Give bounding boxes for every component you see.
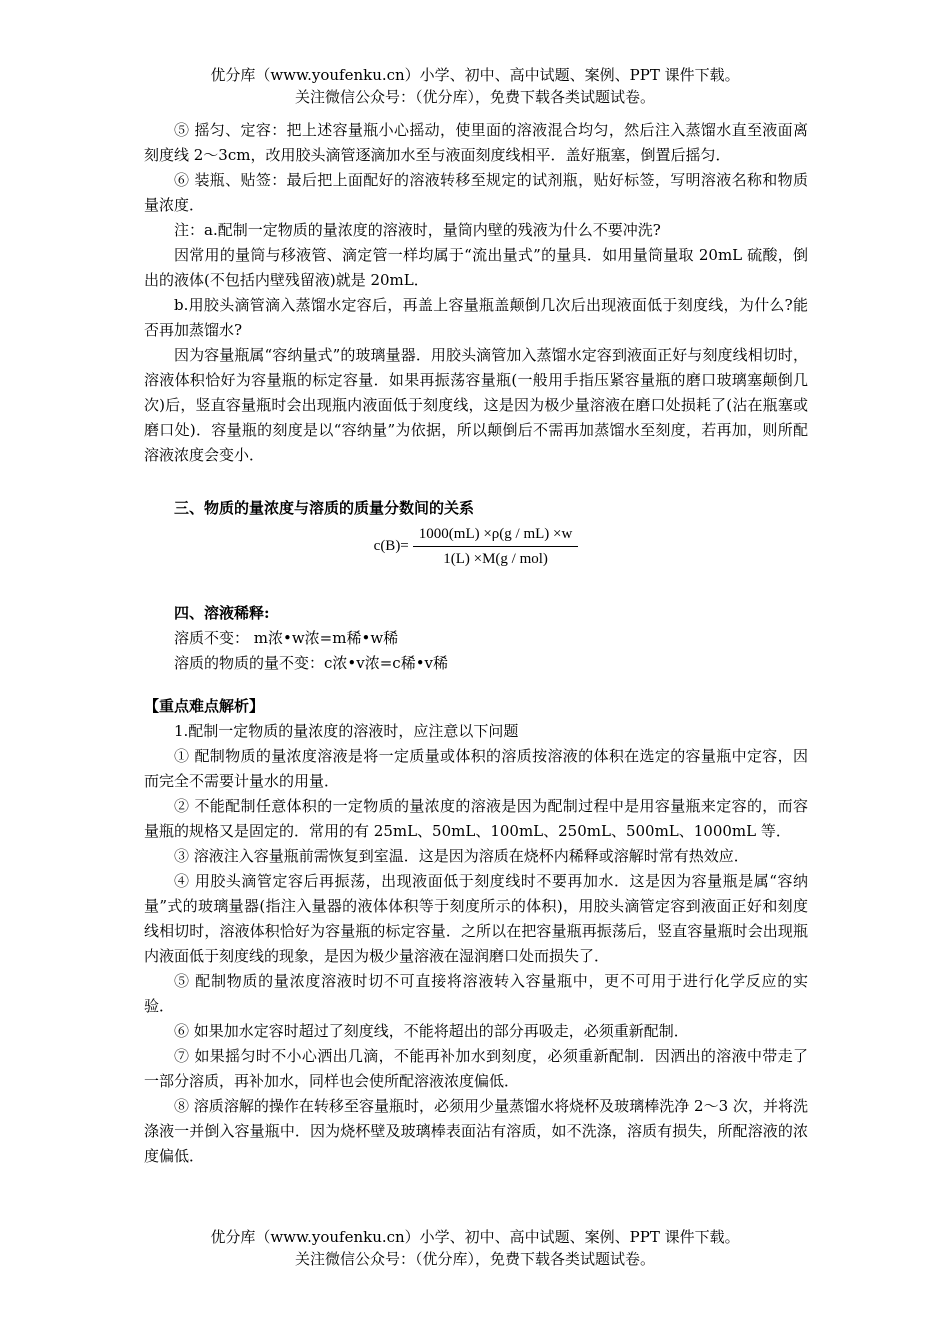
formula-fraction xyxy=(413,524,579,569)
keypoint-item: ③ 溶液注入容量瓶前需恢复到室温．这是因为溶质在烧杯内稀释或溶解时常有热效应． xyxy=(174,847,749,865)
formula-denominator: 1(L) ×M(g / mol) xyxy=(443,550,548,567)
keypoints-title: 【重点难点解析】 xyxy=(144,697,265,715)
section-4-title: 四、溶液稀释: xyxy=(174,604,270,622)
footer-line-2: 关注微信公众号：（优分库），免费下载各类试题试卷。 xyxy=(294,1250,655,1268)
paragraph-shake-and-fix-volume: ⑤ 摇匀、定容：把上述容量瓶小心摇动，使里面的溶液混合均匀，然后注入蒸馏水直至液面离刻度线 2～3cm，改用胶头滴管逐滴加水至与液面刻度线相平．盖好瓶塞，倒置后摇匀． xyxy=(144,121,808,164)
paragraph-note-a: 注：a.配制一定物质的量浓度的溶液时，量筒内壁的残液为什么不要冲洗? xyxy=(174,221,661,239)
keypoint-item: ① 配制物质的量浓度溶液是将一定质量或体积的溶质按溶液的体积在选定的容量瓶中定容，因而完全不需要计量水的用量． xyxy=(144,747,808,790)
header-line-2: 关注微信公众号：（优分库），免费下载各类试题试卷。 xyxy=(294,88,655,106)
footer-line-1: 优分库（www.youfenku.cn）小学、初中、高中试题、案例、PPT 课件下载。 xyxy=(210,1228,740,1246)
document-body xyxy=(144,118,808,1169)
paragraph-note-b: b.用胶头滴管滴入蒸馏水定容后，再盖上容量瓶盖颠倒几次后出现液面低于刻度线，为什么?能否再加蒸馏水? xyxy=(144,296,808,339)
page-header xyxy=(0,64,950,108)
paragraph-note-b-answer: 因为容量瓶属“容纳量式”的玻璃量器．用胶头滴管加入蒸馏水定容到液面正好与刻度线相切时，溶液体积恰好为容量瓶的标定容量．如果再振荡容量瓶(一般用手指压紧容量瓶的磨口玻璃塞颠倒几次)后，竖直容量瓶时会出现瓶内液面低于刻度线，这是因为极少量溶液在磨口处损耗了(沾在瓶塞或磨口处)．容量瓶的刻度是以“容纳量”为依据，所以颠倒后不需再加蒸馏水至刻度，若再加，则所配溶液浓度会变小． xyxy=(144,346,808,464)
paragraph-note-a-answer: 因常用的量筒与移液管、滴定管一样均属于“流出量式”的量具．如用量筒量取 20mL 硫酸，倒出的液体(不包括内壁残留液)就是 20mL． xyxy=(144,246,808,289)
keypoint-item: ② 不能配制任意体积的一定物质的量浓度的溶液是因为配制过程中是用容量瓶来定容的，而容量瓶的规格又是固定的．常用的有 25mL、50mL、100mL、250mL、500mL、1000mL 等． xyxy=(144,797,808,840)
page-footer xyxy=(0,1226,950,1270)
keypoint-item: ⑤ 配制物质的量浓度溶液时切不可直接将溶液转入容量瓶中，更不可用于进行化学反应的实验． xyxy=(144,972,808,1015)
keypoint-item: ⑥ 如果加水定容时超过了刻度线，不能将超出的部分再吸走，必须重新配制． xyxy=(174,1022,689,1040)
header-line-1: 优分库（www.youfenku.cn）小学、初中、高中试题、案例、PPT 课件下载。 xyxy=(210,66,740,84)
section-3-title: 三、物质的量浓度与溶质的质量分数间的关系 xyxy=(174,499,475,517)
dilution-line-moles: 溶质的物质的量不变：c浓•v浓=c稀•v稀 xyxy=(174,654,449,672)
keypoint-item: ⑧ 溶质溶解的操作在转移至容量瓶时，必须用少量蒸馏水将烧杯及玻璃棒洗净 2～3 次，并将洗涤液一并倒入容量瓶中．因为烧杯壁及玻璃棒表面沾有溶质，如不洗涤，溶质有损失，所配溶液的浓度偏低． xyxy=(144,1097,808,1165)
keypoints-intro: 1.配制一定物质的量浓度的溶液时，应注意以下问题 xyxy=(174,722,519,740)
formula-lhs: c(B)= xyxy=(373,537,409,554)
keypoint-item: ④ 用胶头滴管定容后再振荡，出现液面低于刻度线时不要再加水．这是因为容量瓶是属“容纳量”式的玻璃量器(指注入量器的液体体积等于刻度所示的体积)，用胶头滴管定容到液面正好和刻度线相切时，溶液体积恰好为容量瓶的标定容量．之所以在把容量瓶再振荡后，竖直容量瓶时会出现瓶内液面低于刻度线的现象，是因为极少量溶液在湿润磨口处而损失了． xyxy=(144,872,808,965)
formula-numerator: 1000(mL) ×ρ(g / mL) ×w xyxy=(413,524,579,547)
keypoint-item: ⑦ 如果摇匀时不小心洒出几滴，不能再补加水到刻度，必须重新配制．因洒出的溶液中带走了一部分溶质，再补加水，同样也会使所配溶液浓度偏低． xyxy=(144,1047,808,1090)
dilution-line-mass: 溶质不变： m浓•w浓=m稀•w稀 xyxy=(174,629,399,647)
concentration-formula xyxy=(144,521,808,571)
paragraph-bottling-labeling: ⑥ 装瓶、贴签：最后把上面配好的溶液转移至规定的试剂瓶，贴好标签，写明溶液名称和物质量浓度． xyxy=(144,171,808,214)
